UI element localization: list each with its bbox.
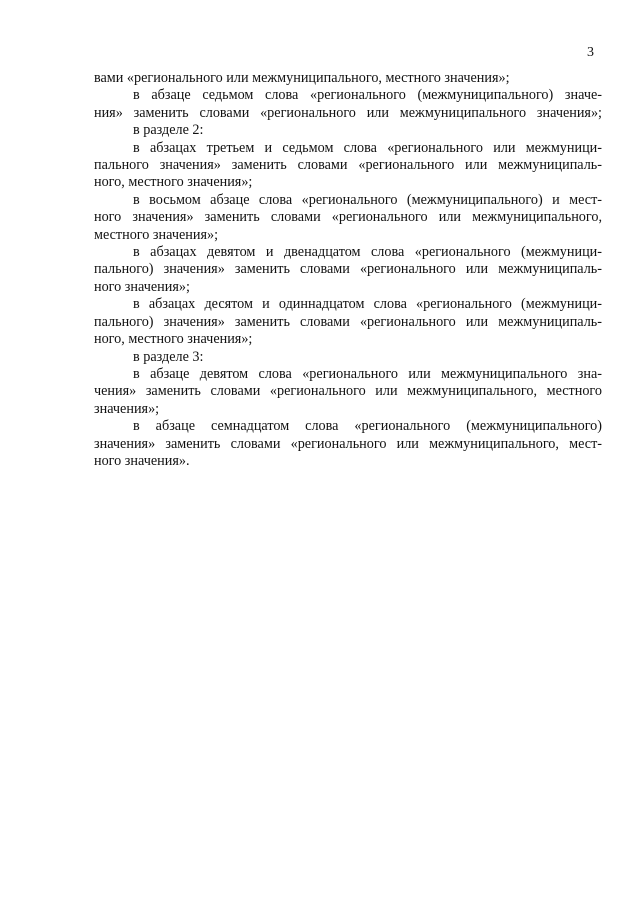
text-line: в восьмом абзаце слова «регионального (межмуниципального) и мест- <box>133 191 602 208</box>
text-line: в разделе 3: <box>133 348 204 365</box>
text-line: в абзацах третьем и седьмом слова «регионального или межмуници- <box>133 139 602 156</box>
text-line: значения» заменить словами «регионального или межмуниципального, мест- <box>94 435 602 452</box>
text-line: в абзацах десятом и одиннадцатом слова «регионального (межмуници- <box>133 296 602 313</box>
text-line: ного значения» заменить словами «регионального или межмуниципального, <box>94 209 602 226</box>
text-line: чения» заменить словами «регионального или межмуниципального, местного <box>94 383 602 400</box>
text-line: ного, местного значения»; <box>94 174 253 191</box>
text-line: в абзаце семнадцатом слова «регионального (межмуниципального) <box>133 418 602 435</box>
text-line: вами «регионального или межмуниципального, местного значения»; <box>94 70 510 86</box>
text-line: местного значения»; <box>94 226 219 243</box>
text-line: в абзаце седьмом слова «регионального (межмуниципального) значе- <box>133 87 602 104</box>
text-line: пального) значения» заменить словами «регионального или межмуниципаль- <box>94 313 602 330</box>
text-line: пального) значения» заменить словами «регионального или межмуниципаль- <box>94 261 602 278</box>
text-line: ного значения». <box>94 452 190 469</box>
text-line: ного значения»; <box>94 278 190 295</box>
text-line: ного, местного значения»; <box>94 331 253 348</box>
text-line: в разделе 2: <box>133 122 204 139</box>
text-line: пального значения» заменить словами «регионального или межмуниципаль- <box>94 157 602 174</box>
body-text <box>94 70 602 470</box>
text-line: значения»; <box>94 400 160 417</box>
text-line: в абзацах девятом и двенадцатом слова «регионального (межмуници- <box>133 244 602 261</box>
text-line: в абзаце девятом слова «регионального или межмуниципального зна- <box>133 365 602 382</box>
text-line: ния» заменить словами «регионального или межмуниципального значения»; <box>94 104 602 121</box>
page-number: 3 <box>587 45 594 60</box>
